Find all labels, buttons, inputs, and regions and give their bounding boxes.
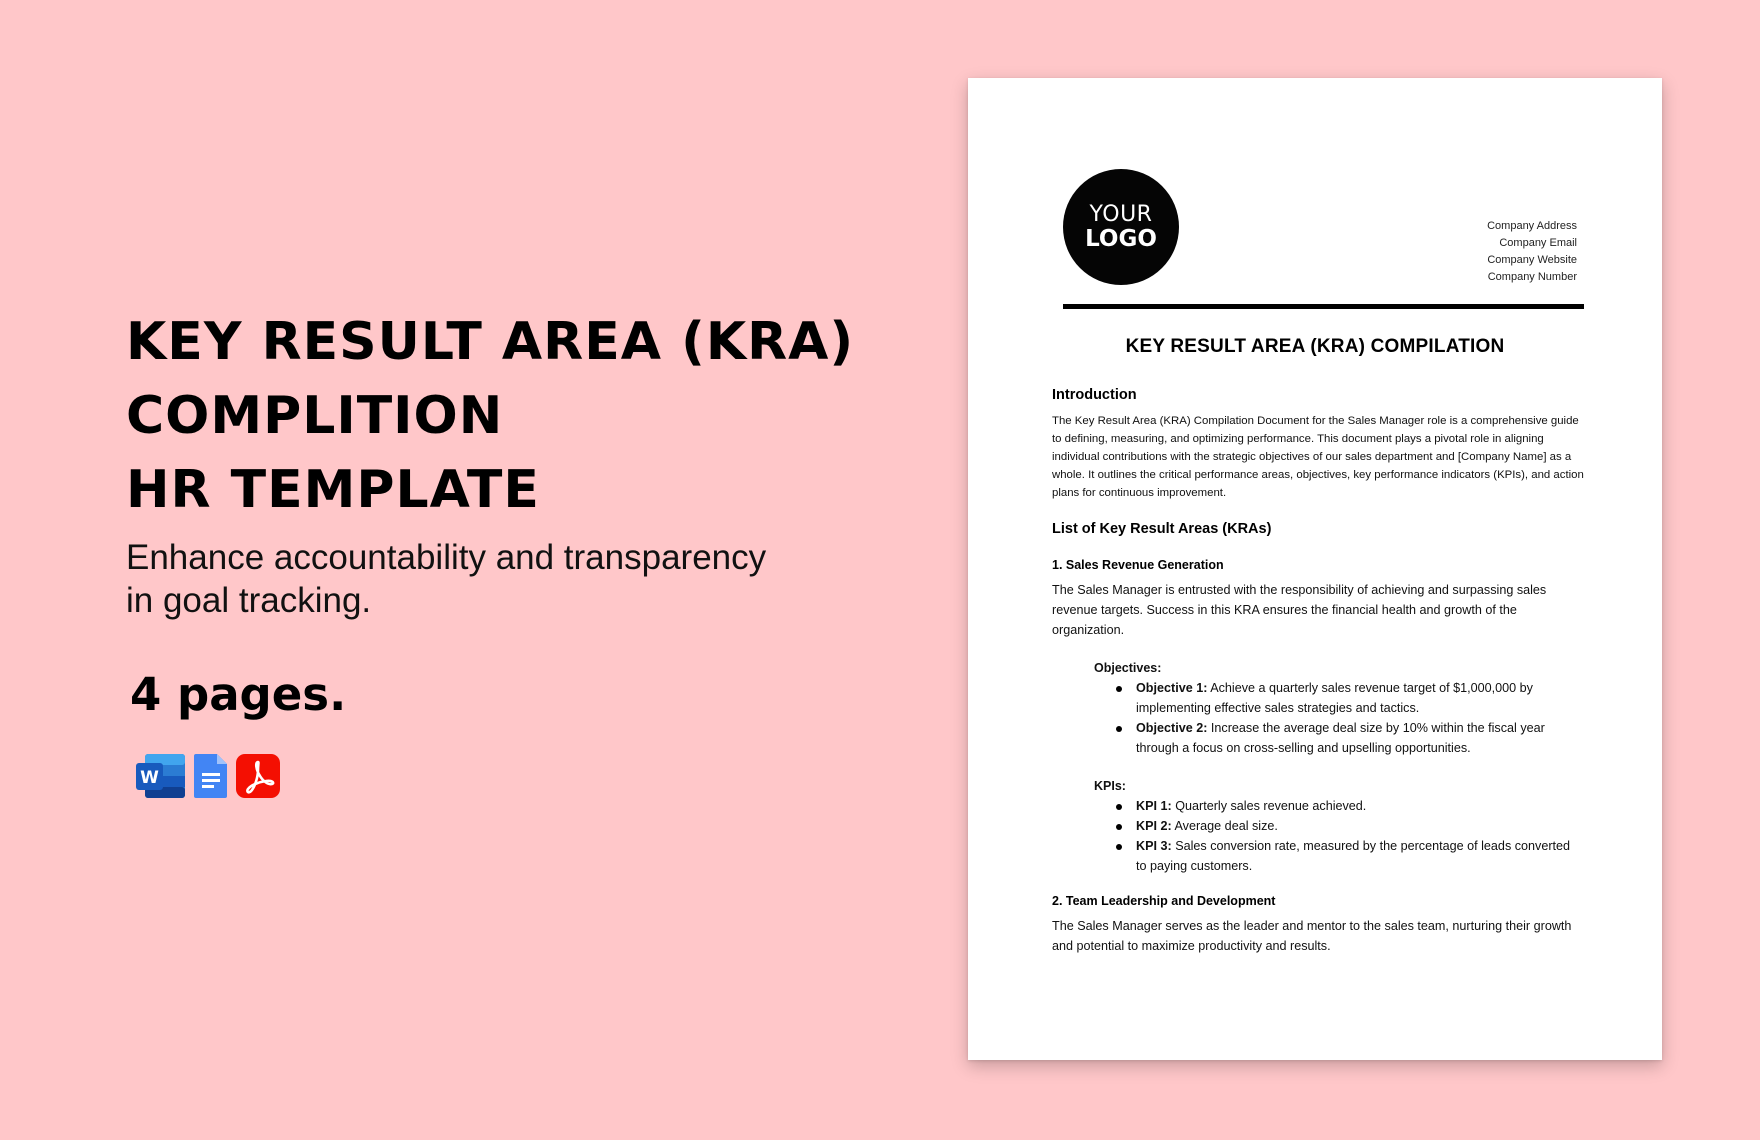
company-email: Company Email	[1499, 237, 1577, 249]
logo-text-line: YOUR	[1089, 202, 1153, 227]
kpi-label: KPI 1:	[1136, 799, 1172, 813]
kra1-heading: 1. Sales Revenue Generation	[1052, 558, 1224, 572]
kpi-label: KPI 2:	[1136, 819, 1172, 833]
kra2-paragraph: The Sales Manager serves as the leader and mentor to the sales team, nurturing their growth and potential to maximize productivity and results.	[1052, 919, 1572, 953]
list-item	[1136, 678, 1584, 718]
kra1-paragraph: The Sales Manager is entrusted with the responsibility of achieving and surpassing sales revenue targets. Success in this KRA ensures the financial health and growth of the organization.	[1052, 583, 1547, 637]
kra-list-heading: List of Key Result Areas (KRAs)	[1052, 521, 1272, 537]
intro-heading: Introduction	[1052, 387, 1137, 403]
document-body	[1052, 386, 1584, 956]
kpi-label: KPI 3:	[1136, 839, 1172, 853]
document-title: KEY RESULT AREA (KRA) COMPILATION	[1125, 336, 1505, 357]
promo-subtitle-line: Enhance accountability and transparency	[126, 538, 767, 577]
objectives-list	[1136, 678, 1584, 758]
kpi-text: Quarterly sales revenue achieved.	[1171, 799, 1367, 813]
pdf-icon[interactable]	[235, 752, 281, 800]
promo-subtitle	[126, 536, 786, 622]
objective-text: Increase the average deal size by 10% within the fiscal year through a focus on cross-selling and upselling opportunities.	[1136, 721, 1545, 755]
kpis-list	[1136, 796, 1584, 876]
word-icon[interactable]	[135, 752, 187, 800]
objectives-label: Objectives:	[1094, 661, 1162, 675]
list-item	[1136, 718, 1584, 758]
company-info	[1487, 218, 1577, 286]
promo-subtitle-line: in goal tracking.	[126, 581, 372, 620]
kra2-heading: 2. Team Leadership and Development	[1052, 894, 1276, 908]
logo-placeholder	[1063, 169, 1179, 285]
header-divider	[1063, 304, 1584, 309]
kpi-text: Average deal size.	[1171, 819, 1278, 833]
svg-text:W: W	[140, 768, 159, 788]
list-item	[1136, 836, 1584, 876]
promo-title-line: COMPLITION	[126, 386, 504, 446]
google-docs-icon[interactable]	[193, 752, 229, 800]
promo-title-line: KEY RESULT AREA (KRA)	[126, 312, 855, 372]
logo-text-line: LOGO	[1085, 226, 1157, 252]
company-number: Company Number	[1487, 271, 1577, 283]
page-count: 4 pages.	[130, 668, 347, 721]
company-address: Company Address	[1487, 220, 1577, 232]
objective-label: Objective 2:	[1136, 721, 1208, 735]
objective-text: Achieve a quarterly sales revenue target of $1,000,000 by implementing effective sales strategies and tactics.	[1136, 681, 1533, 715]
promo-title-line: HR TEMPLATE	[126, 460, 540, 520]
list-item	[1136, 816, 1584, 836]
promo-title	[126, 305, 906, 527]
company-website: Company Website	[1487, 254, 1577, 266]
kpis-label: KPIs:	[1094, 779, 1126, 793]
document-page	[968, 78, 1662, 1060]
intro-paragraph: The Key Result Area (KRA) Compilation Document for the Sales Manager role is a comprehensive guide to defining, measuring, and optimizing performance. This document plays a pivotal role in aligning individual contributions with the strategic objectives of our sales department and [Company Name] as a whole. It outlines the critical performance areas, objectives, key performance indicators (KPIs), and action plans for continuous improvement.	[1052, 415, 1584, 499]
kpi-text: Sales conversion rate, measured by the percentage of leads converted to paying customers.	[1136, 839, 1571, 873]
format-icons	[135, 752, 281, 800]
objective-label: Objective 1:	[1136, 681, 1208, 695]
list-item	[1136, 796, 1584, 816]
